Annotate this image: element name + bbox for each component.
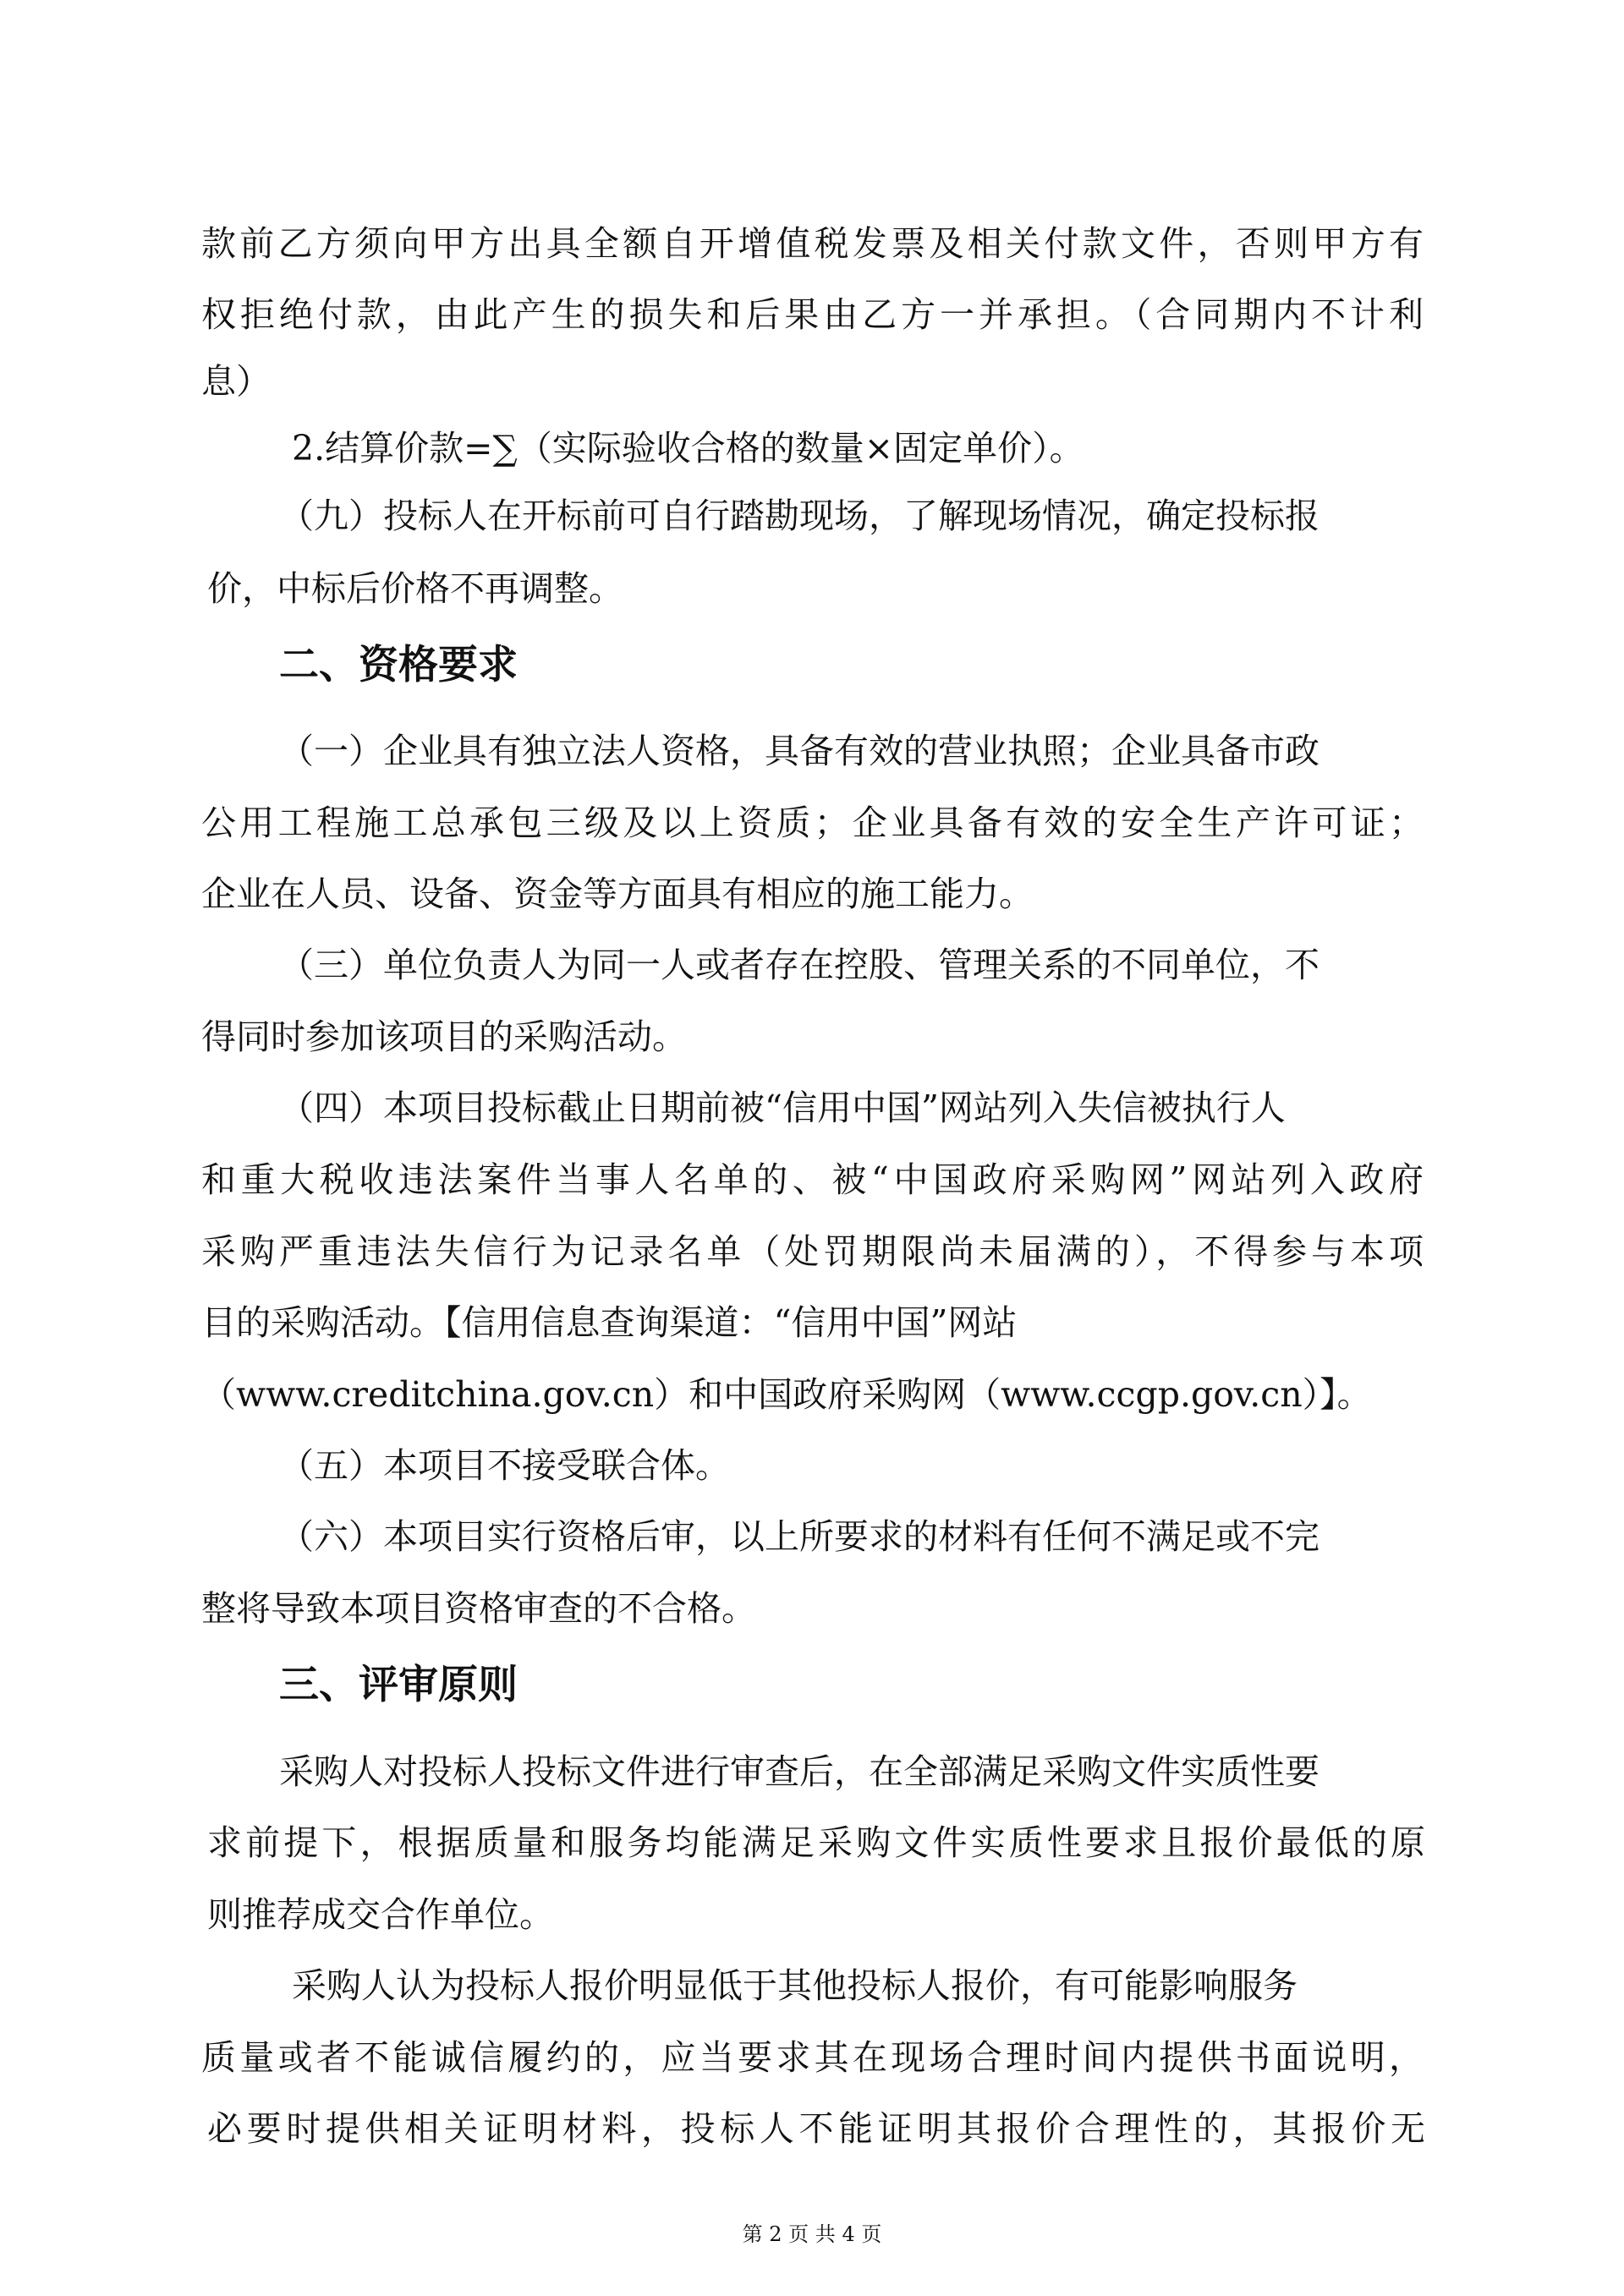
paragraph-line: 企业在人员、设备、资金等方面具有相应的施工能力。	[201, 874, 1034, 914]
paragraph-line: 款前乙方须向甲方出具全额自开增值税发票及相关付款文件，否则甲方有	[201, 223, 1424, 264]
paragraph-line: 必要时提供相关证明材料，投标人不能证明其报价合理性的，其报价无	[207, 2108, 1425, 2149]
settlement-formula: 2.结算价款=∑（实际验收合格的数量×固定单价）。	[292, 428, 1084, 469]
paragraph-line: 质量或者不能诚信履约的，应当要求其在现场合理时间内提供书面说明，	[201, 2037, 1424, 2078]
paragraph-line: 则推荐成交合作单位。	[207, 1894, 554, 1935]
page-number: 第 2 页 共 4 页	[742, 2222, 882, 2246]
paragraph-line: 价，中标后价格不再调整。	[207, 568, 623, 609]
paragraph-line: （五）本项目不接受联合体。	[279, 1445, 730, 1486]
paragraph-line: 和重大税收违法案件当事人名单的、被“中国政府采购网”网站列入政府	[201, 1159, 1424, 1200]
paragraph-line: 求前提下，根据质量和服务均能满足采购文件实质性要求且报价最低的原	[207, 1822, 1425, 1863]
paragraph-line: 整将导致本项目资格审查的不合格。	[201, 1588, 756, 1629]
section-heading-qualification: 二、资格要求	[279, 642, 518, 688]
paragraph-line: 权拒绝付款，由此产生的损失和后果由乙方一并承担。（合同期内不计利	[201, 294, 1424, 335]
paragraph-line: 采购严重违法失信行为记录名单（处罚期限尚未届满的），不得参与本项	[201, 1231, 1424, 1272]
paragraph-line: （一）企业具有独立法人资格，具备有效的营业执照；企业具备市政	[279, 731, 1320, 771]
paragraph-line: （六）本项目实行资格后审，以上所要求的材料有任何不满足或不完	[279, 1516, 1320, 1557]
paragraph-line: 公用工程施工总承包三级及以上资质；企业具备有效的安全生产许可证；	[201, 803, 1424, 843]
paragraph-line: 目的采购活动。【信用信息查询渠道：“信用中国”网站	[201, 1302, 1018, 1343]
section-heading-review: 三、评审原则	[279, 1662, 518, 1708]
paragraph-line: （三）单位负责人为同一人或者存在控股、管理关系的不同单位，不	[279, 945, 1320, 985]
paragraph-line: 息）	[201, 361, 271, 402]
paragraph-line: 采购人认为投标人报价明显低于其他投标人报价，有可能影响服务	[292, 1965, 1298, 2006]
paragraph-line: （四）本项目投标截止日期前被“信用中国”网站列入失信被执行人	[279, 1088, 1286, 1128]
paragraph-line: 采购人对投标人投标文件进行审查后，在全部满足采购文件实质性要	[279, 1751, 1320, 1792]
paragraph-line: （www.creditchina.gov.cn）和中国政府采购网（www.ccgp.gov.cn）】。	[201, 1374, 1372, 1415]
paragraph-line: 得同时参加该项目的采购活动。	[201, 1016, 687, 1057]
paragraph-line: （九）投标人在开标前可自行踏勘现场，了解现场情况，确定投标报	[279, 496, 1320, 536]
